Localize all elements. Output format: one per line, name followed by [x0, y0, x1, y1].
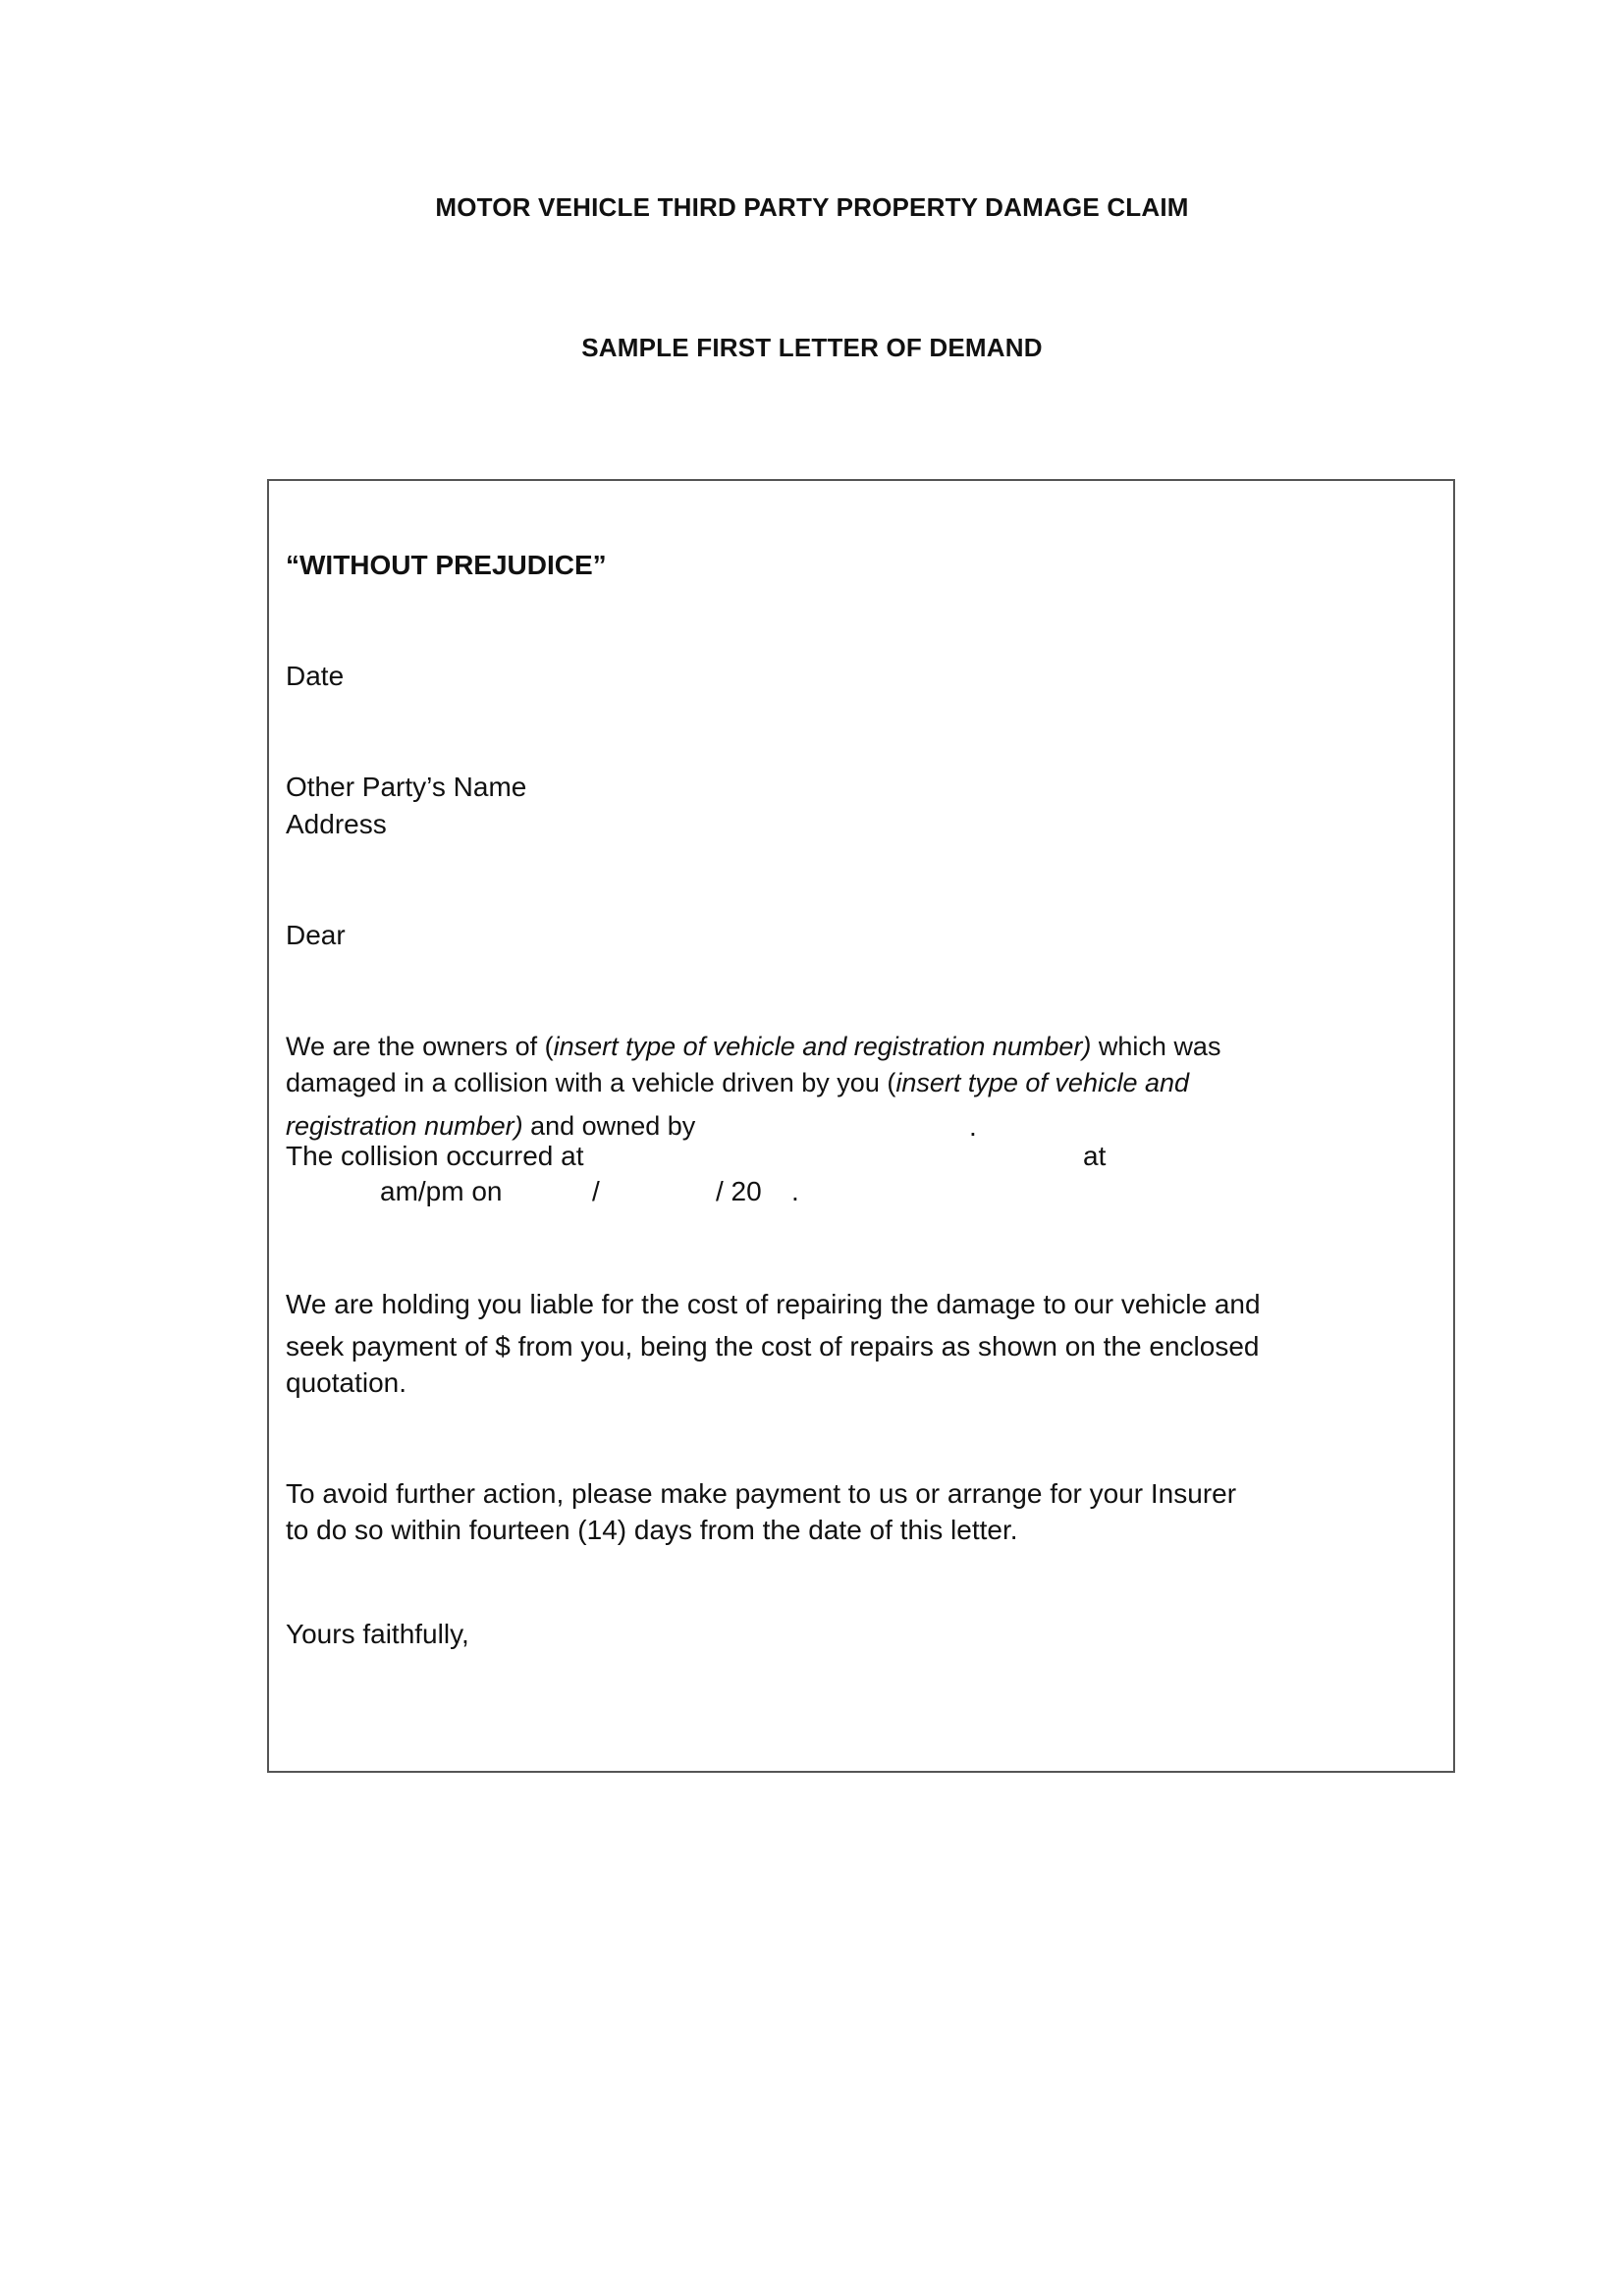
date-separator: /: [592, 1176, 600, 1206]
paragraph1-text: and owned by: [522, 1111, 696, 1141]
paragraph1-text: We are the owners of (: [286, 1032, 554, 1061]
paragraph2-line1: We are holding you liable for the cost of repairing the damage to our vehicle and: [286, 1289, 1261, 1319]
date-label: Date: [286, 661, 345, 691]
paragraph3-line1: To avoid further action, please make payment to us or arrange for your Insurer: [286, 1478, 1237, 1509]
other-vehicle-placeholder: insert type of vehicle and: [895, 1068, 1190, 1097]
paragraph1-line1: [286, 1032, 1220, 1062]
registration-placeholder: registration number): [286, 1111, 523, 1141]
paragraph3-line2: to do so within fourteen (14) days from the date of this letter.: [286, 1515, 1018, 1545]
salutation: Dear: [286, 920, 346, 950]
document-subtitle: SAMPLE FIRST LETTER OF DEMAND: [581, 333, 1043, 362]
collision-location-line: The collision occurred at: [286, 1141, 584, 1171]
paragraph2-line2: seek payment of $ from you, being the cost of repairs as shown on the enclosed: [286, 1331, 1260, 1362]
document-title: MOTOR VEHICLE THIRD PARTY PROPERTY DAMAGE CLAIM: [435, 192, 1189, 222]
paragraph2-line3: quotation.: [286, 1367, 406, 1398]
date-period: .: [791, 1176, 799, 1206]
without-prejudice-heading: “WITHOUT PREJUDICE”: [286, 550, 607, 580]
owner-blank-period: .: [969, 1111, 977, 1142]
paragraph1-text: damaged in a collision with a vehicle driven by you (: [286, 1068, 896, 1097]
recipient-address: Address: [286, 809, 387, 839]
sample-letter-box: [267, 479, 1455, 1773]
collision-time-label: at: [1083, 1141, 1107, 1171]
paragraph1-text: which was: [1091, 1032, 1221, 1061]
paragraph1-line3: [286, 1111, 695, 1142]
recipient-name: Other Party’s Name: [286, 772, 527, 802]
collision-ampm-label: am/pm on: [380, 1176, 503, 1206]
closing: Yours faithfully,: [286, 1619, 469, 1649]
vehicle-placeholder: insert type of vehicle and registration number): [553, 1032, 1092, 1061]
year-prefix: / 20: [716, 1176, 762, 1206]
paragraph1-line2: [286, 1068, 1189, 1098]
